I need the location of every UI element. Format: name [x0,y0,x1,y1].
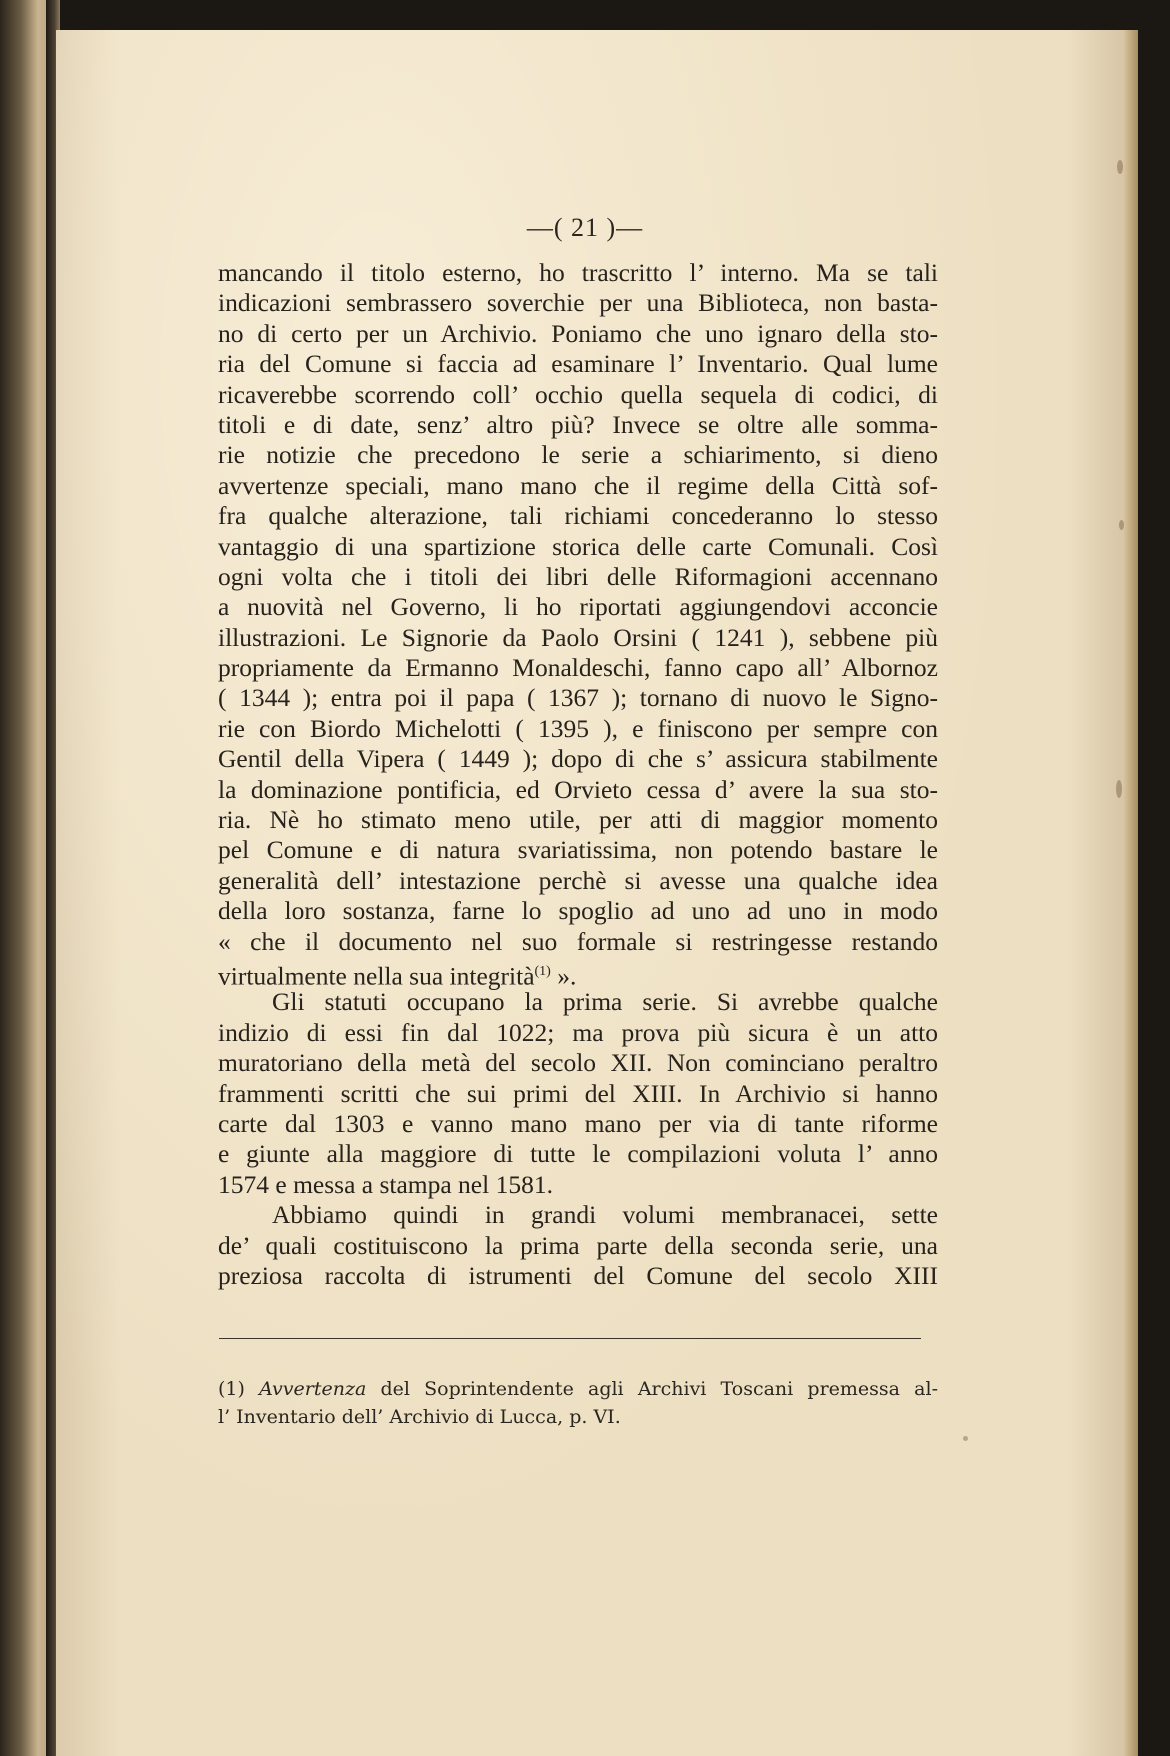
foxing-spot [1119,520,1124,530]
text-line: a nuovità nel Governo, li ho riportati aggiungendovi acconcie [218,592,938,622]
paragraph-first-line: Gli statuti occupano la prima serie. Si avrebbe qualche [272,987,938,1017]
text-line: de’ quali costituiscono la prima parte della seconda serie, una [218,1230,938,1260]
text-fragment: ». [550,961,577,991]
footnote-mark: (1) [218,1378,245,1400]
text-line: vantaggio di una spartizione storica delle carte Comunali. Così [218,531,938,561]
text-line: no di certo per un Archivio. Poniamo che uno ignaro della sto- [218,318,938,348]
footnote [218,1375,938,1431]
text-line: ogni volta che i titoli dei libri delle Riformagioni accennano [218,561,938,591]
text-line-with-note [218,957,938,991]
text-line: indicazioni sembrassero soverchie per una Biblioteca, non basta- [218,288,938,318]
foxing-spot [1116,780,1122,798]
text-line: fra qualche alterazione, tali richiami concederanno lo stesso [218,501,938,531]
text-line: muratoriano della metà del secolo XII. Non cominciano peraltro [218,1048,938,1078]
text-line: « che il documento nel suo formale si restringesse restando [218,926,938,956]
footnote-line [218,1375,938,1403]
text-fragment: virtualmente nella sua integrità [218,961,535,991]
text-line: Gentil della Vipera ( 1449 ); dopo di che s’ assicura stabilmente [218,744,938,774]
text-line: ria. Nè ho stimato meno utile, per atti di maggior momento [218,805,938,835]
text-line: e giunte alla maggiore di tutte le compilazioni voluta l’ anno [218,1139,938,1169]
main-text [218,258,938,1291]
footnote-line: l’ Inventario dell’ Archivio di Lucca, p. VI. [218,1406,621,1428]
text-line: ria del Comune si faccia ad esaminare l’ Inventario. Qual lume [218,349,938,379]
text-line: della loro sostanza, farne lo spoglio ad uno ad uno in modo [218,896,938,926]
text-line: indizio di essi fin dal 1022; ma prova più sicura è un atto [218,1017,938,1047]
foxing-spot [1117,160,1123,174]
footnote-separator [219,1338,921,1339]
text-line: avvertenze speciali, mano mano che il regime della Città sof- [218,470,938,500]
text-line: rie notizie che precedono le serie a schiarimento, si dieno [218,440,938,470]
footnote-title: Avvertenza [259,1378,367,1400]
text-line: ricaverebbe scorrendo coll’ occhio quella sequela di codici, di [218,379,938,409]
paragraph-first-line: Abbiamo quindi in grandi volumi membranacei, sette [272,1200,938,1230]
text-line: propriamente da Ermanno Monaldeschi, fanno capo all’ Albornoz [218,653,938,683]
text-line: preziosa raccolta di istrumenti del Comune del secolo XIII [218,1260,938,1290]
text-line: mancando il titolo esterno, ho trascritto l’ interno. Ma se tali [218,258,938,287]
text-line: 1574 e messa a stampa nel 1581. [218,1169,553,1199]
text-line: generalità dell’ intestazione perchè si avesse una qualche idea [218,865,938,895]
text-line: pel Comune e di natura svariatissima, non potendo bastare le [218,835,938,865]
page-number: —( 21 )— [526,213,644,242]
footnote-reference: (1) [534,963,551,979]
foxing-spot [963,1436,968,1441]
footnote-text: del Soprintendente agli Archivi Toscani premessa al- [366,1378,938,1400]
text-line: ( 1344 ); entra poi il papa ( 1367 ); tornano di nuovo le Signo- [218,683,938,713]
text-line: carte dal 1303 e vanno mano mano per via di tante riforme [218,1108,938,1138]
text-line: titoli e di date, senz’ altro più? Invece se oltre alle somma- [218,409,938,439]
text-line: rie con Biordo Michelotti ( 1395 ), e finiscono per sempre con [218,713,938,743]
text-line: illustrazioni. Le Signorie da Paolo Orsini ( 1241 ), sebbene più [218,622,938,652]
text-line: frammenti scritti che sui primi del XIII. In Archivio si hanno [218,1078,938,1108]
text-line: la dominazione pontificia, ed Orvieto cessa d’ avere la sua sto- [218,774,938,804]
page-fore-edge [1124,30,1138,1756]
